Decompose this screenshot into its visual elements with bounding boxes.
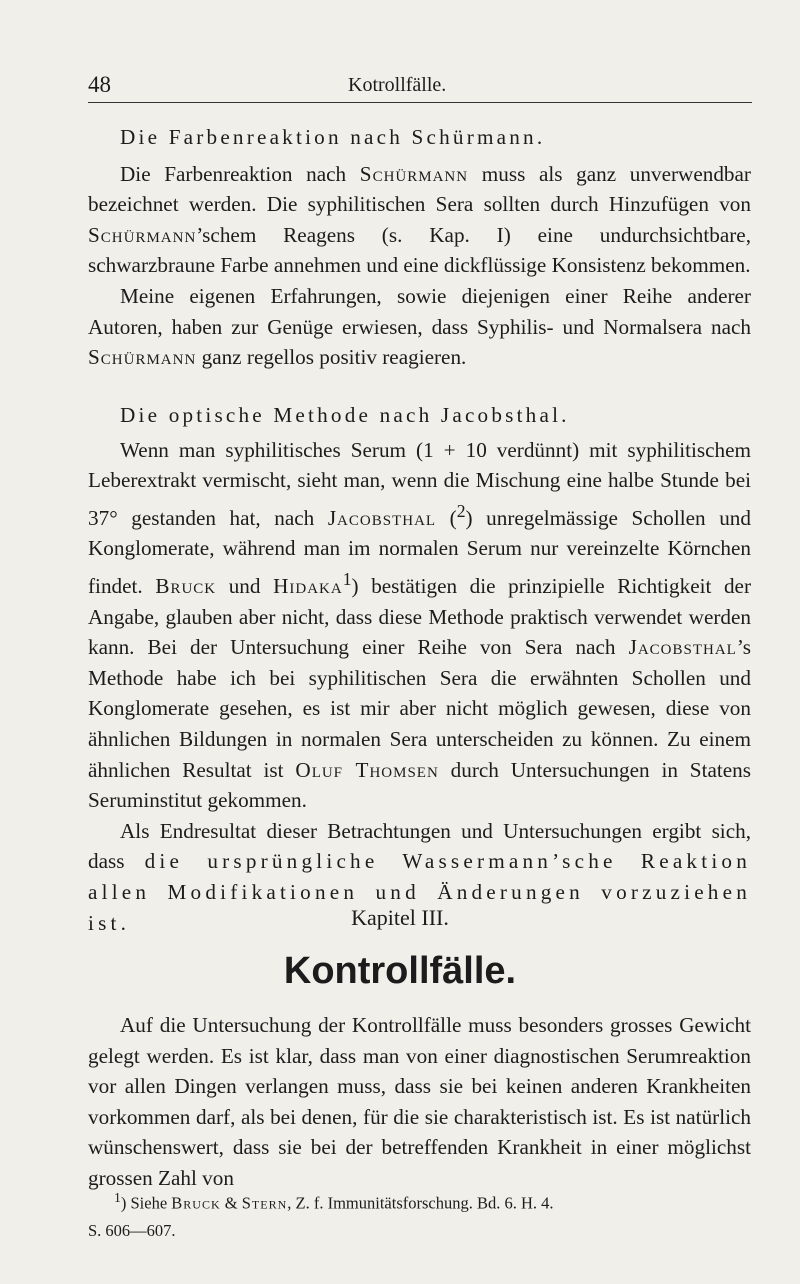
footnote-line	[88, 1184, 751, 1217]
author-name: Jacobsthal	[327, 505, 437, 530]
text: &	[220, 1193, 242, 1213]
author-name: Bruck	[155, 574, 217, 599]
page-header	[88, 72, 752, 100]
section-heading-jacobsthal	[88, 400, 751, 431]
text: durch Untersuchungen in Statens Seruminstitut gekommen.	[88, 757, 751, 813]
heading-text: Die Farbenreaktion nach Schürmann.	[120, 125, 546, 149]
author-name: Stern	[241, 1193, 288, 1213]
footnote-marker: 1	[342, 569, 352, 590]
section-jacobsthal	[88, 400, 751, 938]
text: ) Siehe	[120, 1193, 172, 1213]
text: , Z. f. Immunitätsforschung. Bd. 6. H. 4.	[287, 1193, 554, 1213]
footnote	[88, 1184, 751, 1244]
header-rule	[88, 102, 752, 103]
text: und	[216, 574, 274, 599]
author-name: Oluf Thomsen	[295, 757, 439, 782]
reference-number: 2	[456, 500, 466, 521]
author-name: Jacobsthal	[628, 635, 737, 660]
text: Wenn man syphilitisches Serum (1 + 10 verdünnt) mit syphilitischem Leberextrakt vermischt, sieht man, wenn die Mischung eine halbe Stunde bei 37° gestanden hat, nach	[88, 437, 751, 530]
author-name: Schürmann	[359, 161, 469, 186]
author-name: Schürmann	[88, 222, 197, 247]
author-name: Bruck	[171, 1193, 221, 1213]
paragraph	[88, 281, 751, 373]
text: Als Endresultat dieser Betrachtungen und Untersuchungen ergibt sich, dass	[88, 818, 751, 874]
chapter-title: Kontrollfälle.	[283, 950, 517, 992]
chapter-label: Kapitel III.	[351, 905, 449, 930]
footnote-marker: 1	[114, 1190, 121, 1205]
text: muss als ganz unverwendbar bezeichnet werden. Die syphilitischen Sera sollten durch Hinzufügen von	[88, 161, 751, 217]
text: ) bestätigen die prinzipielle Richtigkeit der Angabe, glauben aber nicht, dass diese Methode praktisch verwendet werden kann. Bei der Untersuchung einer Reihe von Sera nach	[88, 574, 752, 660]
page-number: 48	[88, 72, 111, 97]
running-head: Kotrollfälle.	[348, 74, 447, 96]
author-name: Hidaka	[273, 574, 343, 599]
section-kontrollfaelle	[88, 1010, 751, 1194]
emphasized-conclusion: die ursprüngliche Wassermann’sche Reaktion allen Modifikationen und Änderungen vorzuziehen ist.	[88, 849, 751, 935]
section-schuermann	[88, 122, 751, 373]
author-name: Schürmann	[88, 345, 197, 370]
paragraph	[88, 435, 751, 816]
text: Meine eigenen Erfahrungen, sowie diejenigen einer Reihe anderer Autoren, haben zur Genüge erwiesen, dass Syphilis- und Normalsera nach	[88, 283, 751, 339]
section-heading-schuermann	[88, 122, 751, 153]
text: ’s Methode habe ich bei syphilitischen Sera die erwähnten Schollen und Konglomerate gesehen, es ist mir aber nicht möglich gewesen, diese von ähnlichen Bildungen in normalen Sera unterscheiden zu können. Zu einem ähnlichen Resultat ist	[88, 635, 751, 782]
footnote-line: S. 606—607.	[88, 1220, 176, 1240]
paragraph	[88, 159, 751, 281]
heading-text: Die optische Methode nach Jacobsthal.	[120, 403, 570, 427]
text: Die Farbenreaktion nach	[120, 161, 360, 186]
text: ’schem Reagens (s. Kap. I) eine undurchsichtbare, schwarzbraune Farbe annehmen und eine dickflüssige Konsistenz bekommen.	[88, 222, 751, 278]
text: ganz regellos positiv reagieren.	[196, 345, 467, 370]
text: (	[436, 505, 457, 530]
paragraph: Auf die Untersuchung der Kontrollfälle muss besonders grosses Gewicht gelegt werden. Es ist klar, dass man von einer diagnostischen Serumreaktion vor allen Dingen verlangen muss, dass sie bei keinen anderen Krankheiten vorkommen darf, als bei denen, für die sie charakteristisch ist. Es ist natürlich wünschenswert, dass sie bei der betreffenden Krankheit in einer möglichst grossen Zahl von	[88, 1013, 751, 1190]
text: ) unregelmässige Schollen und Konglomerate, während man im normalen Serum nur vereinzelte Körnchen findet.	[88, 505, 751, 599]
